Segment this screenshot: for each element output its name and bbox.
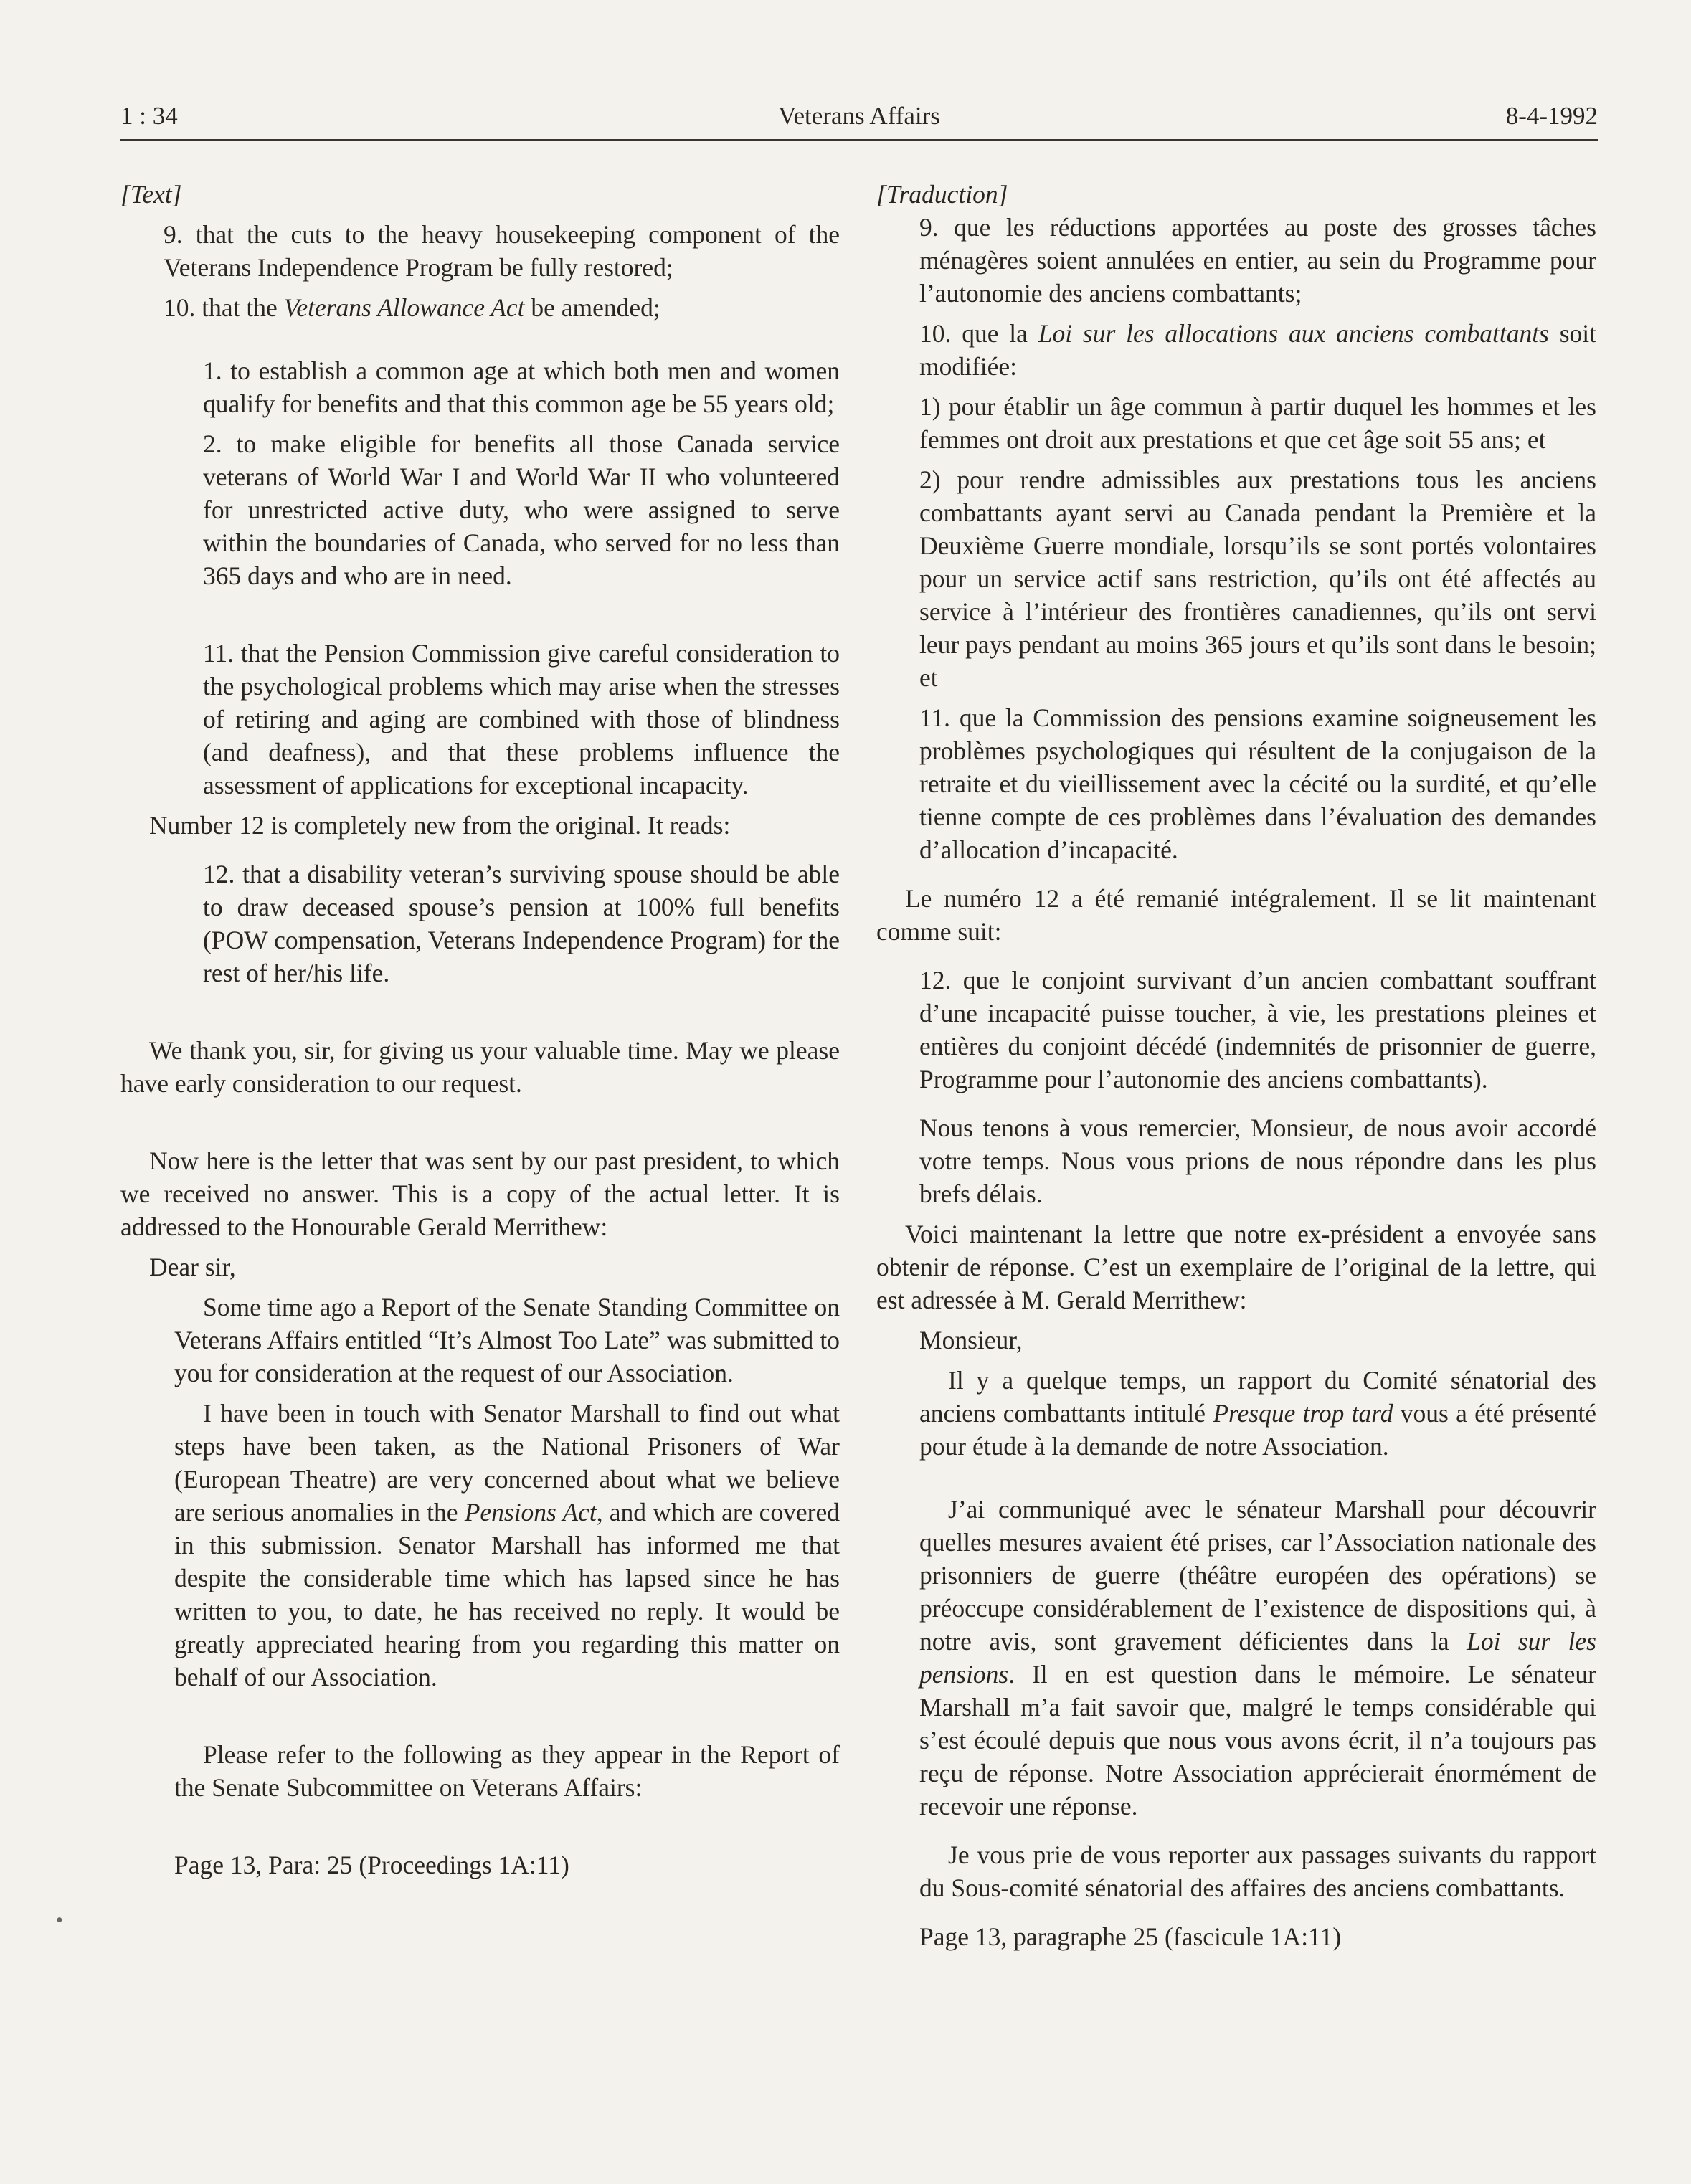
letter-p1-pre: Il y a quelque temps, un rapport du Comité sénatorial des anciens combattants intitulé	[919, 1366, 1596, 1428]
page-reference: Page 13, Para: 25 (Proceedings 1A:11)	[174, 1851, 569, 1879]
item-10	[120, 291, 840, 324]
number-12-intro: Le numéro 12 a été remanié intégralement. Il se lit maintenant comme suit:	[876, 884, 1596, 946]
item-10	[876, 317, 1596, 383]
letter-paragraph-1: Some time ago a Report of the Senate Standing Committee on Veterans Affairs entitled “It’s Almost Too Late” was submitted to you for consideration at the request of our Association.	[174, 1293, 840, 1387]
letter-p2-post: , and which are covered in this submission. Senator Marshall has informed me that despite the considerable time which has lapsed since he has written to you, to date, he has received no reply. It would be greatly appreciated hearing from you regarding this matter on behalf of our Association.	[174, 1498, 840, 1691]
letter-p2-pre: I have been in touch with Senator Marshall to find out what steps have been taken, as the National Prisoners of War (European Theatre) are very concerned about what we believe are serious anomalies in the	[174, 1399, 840, 1527]
item-11: 11. que la Commission des pensions examine soigneusement les problèmes psychologiques qui résultent de la conjugaison de la retraite et du vieillissement avec la cécité ou la surdité, et qu’elle tienne compte de ces problèmes dans l’évaluation des demandes d’allocation d’incapacité.	[919, 703, 1596, 864]
refer-paragraph: Please refer to the following as they appear in the Report of the Senate Subcommittee on Veterans Affairs:	[174, 1740, 840, 1802]
pensions-act: Pensions Act	[464, 1498, 597, 1527]
english-column	[120, 178, 840, 1881]
letter-intro: Voici maintenant la lettre que notre ex-président a envoyée sans obtenir de réponse. C’est un exemplaire de l’original de la lettre, qui est adressée à M. Gerald Merrithew:	[876, 1220, 1596, 1314]
item-9: 9. que les réductions apportées au poste des grosses tâches ménagères soient annulées en entier, au sein du Programme pour l’autonomie des anciens combattants;	[919, 213, 1596, 308]
number-12-intro: Number 12 is completely new from the original. It reads:	[149, 811, 731, 840]
report-title: Presque trop tard	[1213, 1399, 1393, 1428]
running-header	[120, 102, 1598, 141]
thanks-paragraph: Nous tenons à vous remercier, Monsieur, de nous avoir accordé votre temps. Nous vous prions de nous répondre dans les plus brefs délais.	[919, 1114, 1596, 1208]
header-title: Veterans Affairs	[778, 102, 940, 130]
act-name: Loi sur les allocations aux anciens combattants	[1038, 319, 1549, 348]
item-10-pre: 10. que la	[919, 319, 1038, 348]
item-10-post: soit modifiée:	[919, 319, 1596, 381]
item-12: 12. that a disability veteran’s surviving spouse should be able to draw deceased spouse’s pension at 100% full benefits (POW compensation, Veterans Independence Program) for the rest of her/his life.	[203, 860, 840, 987]
thanks-paragraph: We thank you, sir, for giving us your valuable time. May we please have early consideration to our request.	[120, 1036, 840, 1098]
pensions-act: Loi sur les pensions	[919, 1627, 1596, 1689]
salutation: Dear sir,	[149, 1253, 236, 1281]
traduction-label: [Traduction]	[876, 180, 1008, 209]
item-12: 12. que le conjoint survivant d’un ancien combattant souffrant d’une incapacité puisse toucher, à vie, les prestations pleines et entières du conjoint décédé (indemnités de prisonnier de guerre, Programme pour l’autonomie des anciens combattants).	[919, 966, 1596, 1093]
letter-p1-post: vous a été présenté pour étude à la demande de notre Association.	[919, 1399, 1597, 1461]
item-11: 11. that the Pension Commission give careful consideration to the psychological problems which may arise when the stresses of retiring and aging are combined with those of blindness (and deafness), and that these problems influence the assessment of applications for exceptional incapacity.	[203, 639, 840, 799]
page-number: 1 : 34	[120, 102, 178, 130]
act-name: Veterans Allowance Act	[283, 293, 525, 322]
item-10-1: 1. to establish a common age at which both men and women qualify for benefits and that this common age be 55 years old;	[203, 356, 840, 418]
refer-paragraph: Je vous prie de vous reporter aux passages suivants du rapport du Sous-comité sénatorial des affaires des anciens combattants.	[919, 1841, 1596, 1902]
salutation: Monsieur,	[919, 1326, 1023, 1354]
item-10-pre: 10. that the	[164, 293, 284, 322]
letter-paragraph-2	[876, 1493, 1596, 1823]
letter-intro: Now here is the letter that was sent by our past president, to which we received no answer. This is a copy of the actual letter. It is addressed to the Honourable Gerald Merrithew:	[120, 1146, 840, 1241]
letter-paragraph-2	[120, 1397, 840, 1694]
page-reference: Page 13, paragraphe 25 (fascicule 1A:11)	[919, 1922, 1342, 1951]
item-10-2: 2) pour rendre admissibles aux prestations tous les anciens combattants ayant servi au Canada pendant la Première et la Deuxième Guerre mondiale, lorsqu’ils se sont portés volontaires pour un service actif sans restriction, qu’ils ont été affectés au service à l’intérieur des frontières canadiennes, qu’ils ont servi leur pays pendant au moins 365 jours et qu’ils sont dans le besoin; et	[919, 465, 1596, 692]
item-9: 9. that the cuts to the heavy housekeeping component of the Veterans Independence Program be fully restored;	[164, 220, 840, 282]
header-date: 8-4-1992	[1505, 102, 1598, 130]
text-label: [Text]	[120, 180, 182, 209]
item-10-1: 1) pour établir un âge commun à partir duquel les hommes et les femmes ont droit aux prestations et que cet âge soit 55 ans; et	[919, 392, 1596, 454]
letter-p2-pre: J’ai communiqué avec le sénateur Marshall pour découvrir quelles mesures avaient été prises, car l’Association nationale des prisonniers de guerre (théâtre européen des opérations) se préoccupe considérablement de l’existence de dispositions qui, à notre avis, sont gravement déficientes dans la	[919, 1495, 1596, 1656]
letter-p2-post: . Il en est question dans le mémoire. Le sénateur Marshall m’a fait savoir que, malgré le temps considérable qui s’est écoulé depuis que nous vous avons écrit, il n’a toujours pas reçu de réponse. Notre Association apprécierait énormément de recevoir une réponse.	[919, 1660, 1596, 1820]
letter-paragraph-1	[876, 1364, 1596, 1463]
french-column	[876, 178, 1596, 1953]
margin-mark: •	[56, 1909, 63, 1932]
item-10-post: be amended;	[524, 293, 660, 322]
item-10-2: 2. to make eligible for benefits all those Canada service veterans of World War I and World War II who volunteered for unrestricted active duty, who were assigned to serve within the boundaries of Canada, who served for no less than 365 days and who are in need.	[203, 429, 840, 590]
